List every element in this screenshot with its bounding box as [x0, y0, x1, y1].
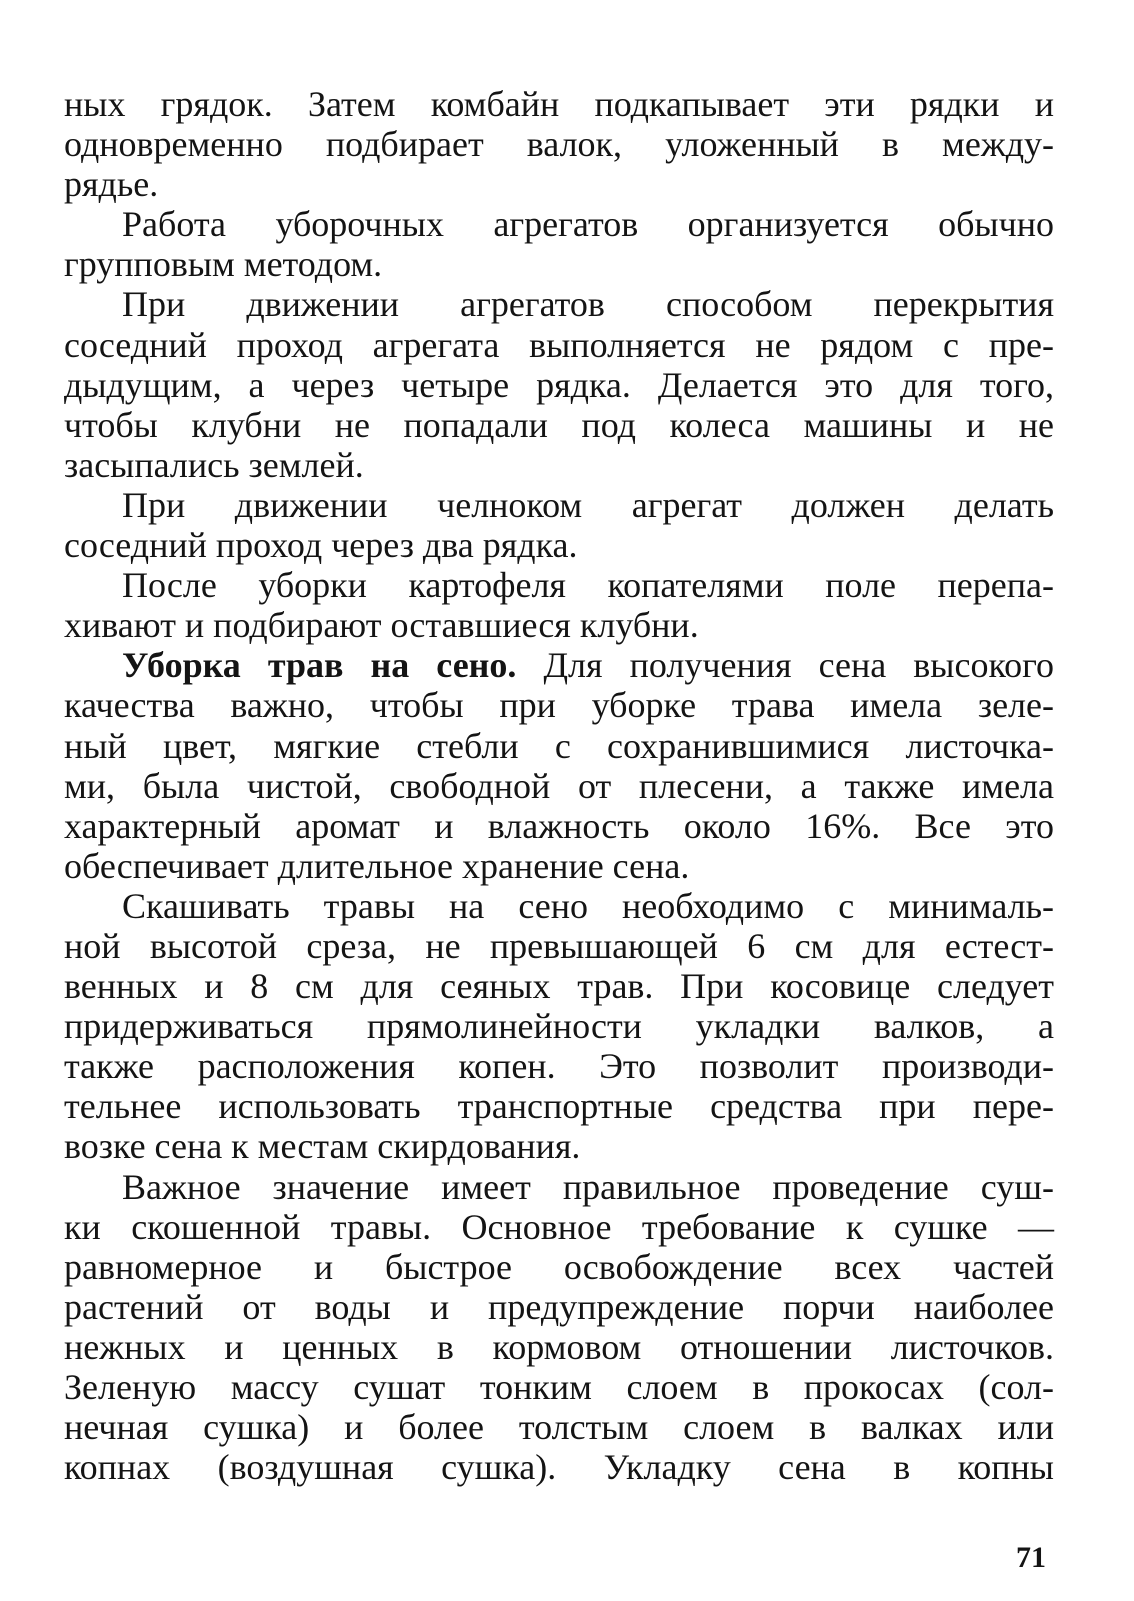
text-line: тельнее использовать транспортные средства при пере- [64, 1086, 1054, 1127]
section-heading: Уборка трав на сено. [122, 645, 517, 686]
text-line: нечная сушка) и более толстым слоем в валках или [64, 1407, 1054, 1448]
text-line: ми, была чистой, свободной от плесени, а также имела [64, 765, 1054, 806]
text-line: Зеленую массу сушат тонким слоем в прокосах (сол- [64, 1367, 1054, 1407]
text-line: При движении агрегатов способом перекрытия [122, 284, 1054, 325]
text-line: соседний проход агрегата выполняется не рядом с пре- [64, 324, 1054, 365]
text-line: качества важно, чтобы при уборке трава имела зеле- [64, 685, 1054, 726]
text-line: ной высотой среза, не превышающей 6 см для естест- [64, 925, 1054, 966]
text-line: придерживаться прямолинейности укладки валков, а [64, 1006, 1054, 1047]
text-line: характерный аромат и влажность около 16%. Все это [64, 805, 1054, 846]
text-line: ки скошенной травы. Основное требование к сушке — [64, 1206, 1054, 1247]
text-line: равномерное и быстрое освобождение всех частей [64, 1246, 1054, 1287]
text-line: засыпались землей. [64, 444, 364, 485]
text-line: одновременно подбирает валок, уложенный в между- [64, 124, 1054, 165]
text-line: также расположения копен. Это позволит производи- [64, 1046, 1054, 1087]
text-line: дыдущим, а через четыре рядка. Делается это для того, [64, 364, 1054, 405]
text-line: соседний проход через два рядка. [64, 525, 578, 566]
text-line: При движении челноком агрегат должен делать [122, 484, 1054, 525]
text-line: Важное значение имеет правильное проведение суш- [122, 1166, 1054, 1207]
text-line: хивают и подбирают оставшиеся клубни. [64, 605, 699, 646]
text-line: копнах (воздушная сушка). Укладку сена в копны [64, 1447, 1054, 1488]
text-line: рядье. [64, 164, 159, 205]
text-line: обеспечивает длительное хранение сена. [64, 845, 690, 886]
section-lead-line [64, 645, 1054, 685]
text-line: ный цвет, мягкие стебли с сохранившимися листочка- [64, 725, 1054, 766]
text-line: венных и 8 см для сеяных трав. При косовице следует [64, 966, 1054, 1007]
body-text [64, 84, 1054, 1487]
text-line: Работа уборочных агрегатов организуется обычно [122, 204, 1054, 245]
text-line: растений от воды и предупреждение порчи наиболее [64, 1286, 1054, 1327]
text-line: ных грядок. Затем комбайн подкапывает эти рядки и [64, 84, 1054, 124]
text-line: нежных и ценных в кормовом отношении листочков. [64, 1326, 1054, 1367]
page-number: 71 [1016, 1541, 1046, 1574]
text-line: После уборки картофеля копателями поле перепа- [122, 565, 1054, 606]
text-fragment: Для получения сена высокого [543, 645, 1054, 686]
text-line: возке сена к местам скирдования. [64, 1126, 581, 1167]
text-line: чтобы клубни не попадали под колеса машины и не [64, 404, 1054, 445]
text-line: групповым методом. [64, 244, 383, 285]
text-line: Скашивать травы на сено необходимо с минималь- [122, 885, 1054, 926]
